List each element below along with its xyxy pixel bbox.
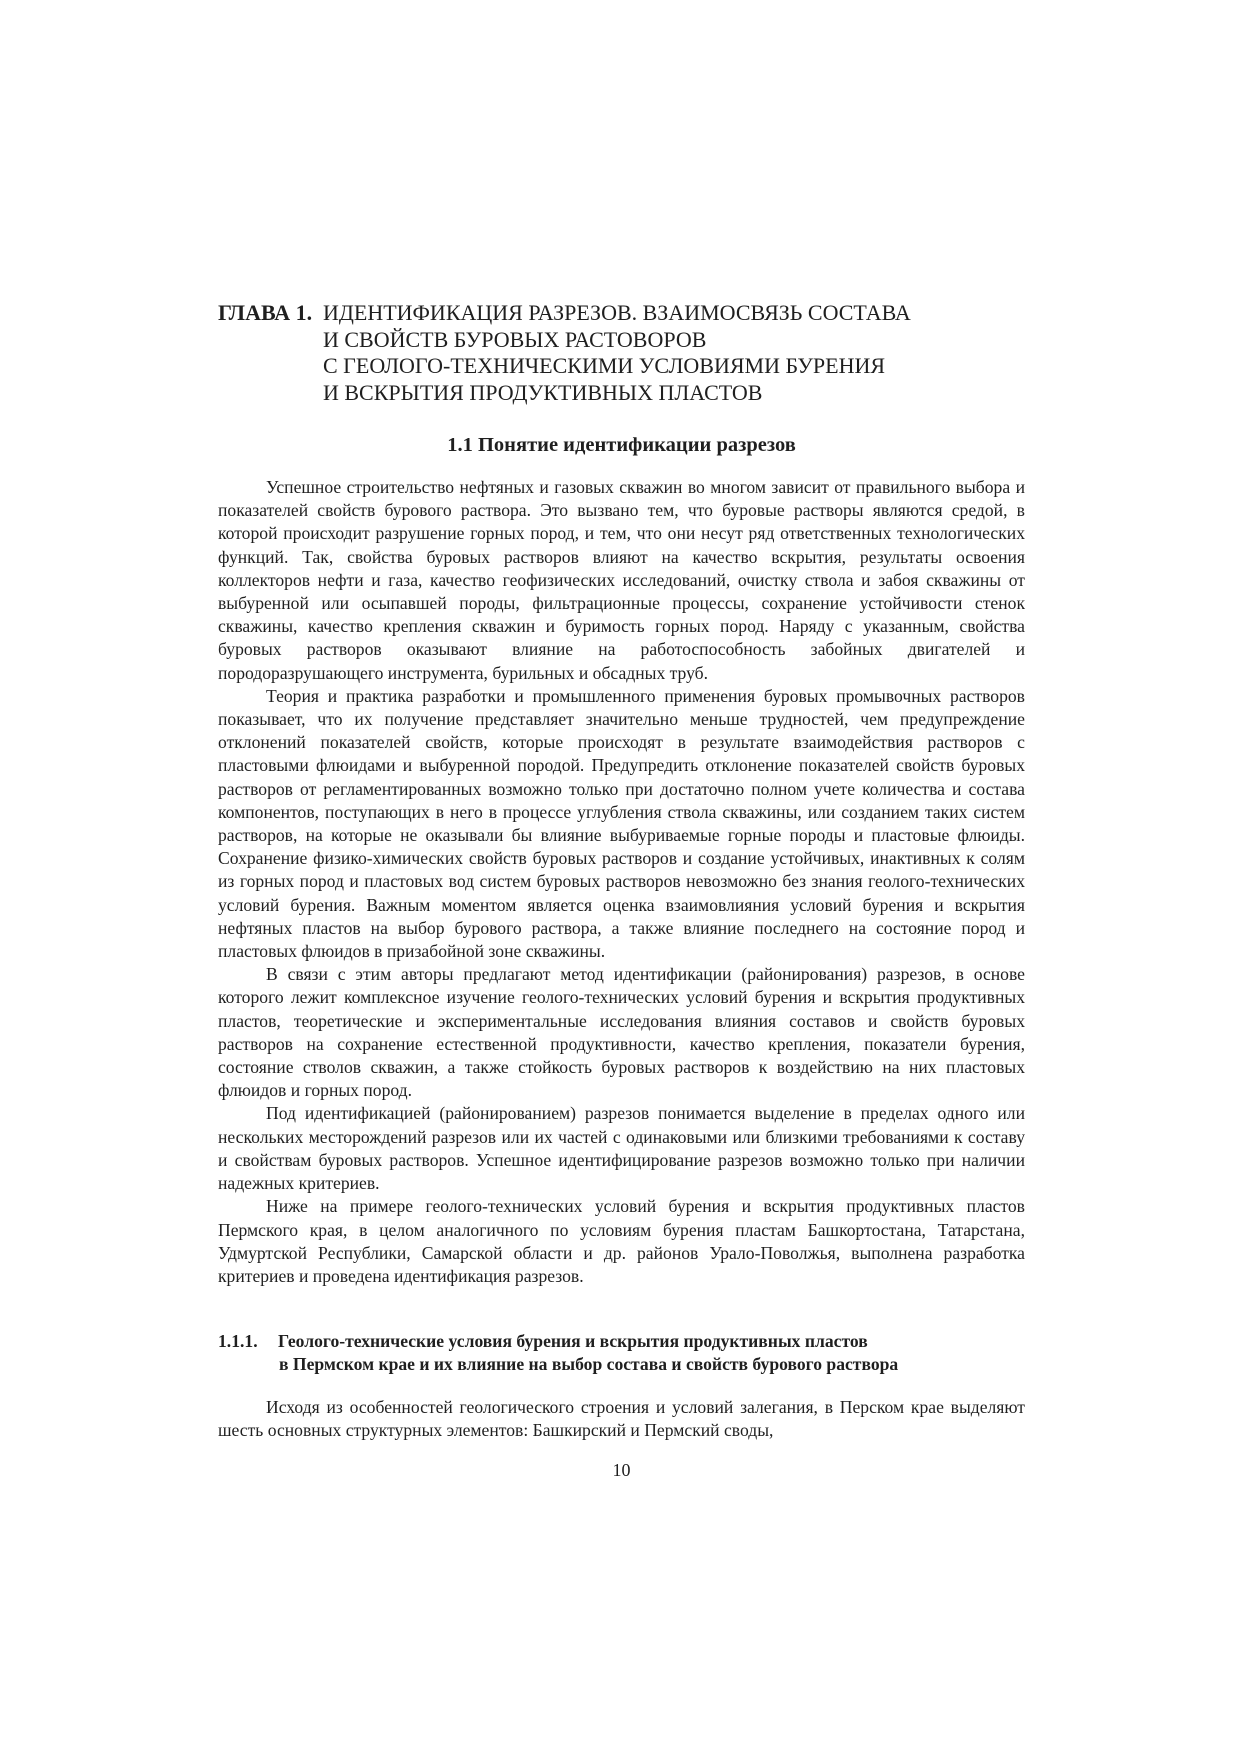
body-text-continued (218, 1396, 1025, 1442)
paragraph: Успешное строительство нефтяных и газовых скважин во многом зависит от правильного выбора и показателей свойств бурового раствора. Это вызвано тем, что буровые растворы являются средой, в которой происходит разрушение горных пород, и тем, что они несут ряд ответственных технологических функций. Так, свойства буровых растворов влияют на качество вскрытия, результаты освоения коллекторов нефти и газа, качество геофизических исследований, очистку ствола и забоя скважины от выбуренной или осыпавшей породы, фильтрационные процессы, сохранение устойчивости стенок скважины, качество крепления скважин и буримость горных пород. Наряду с указанным, свойства буровых растворов оказывают влияние на работоспособность забойных двигателей и породоразрушающего инструмента, бурильных и обсадных труб. (218, 477, 1025, 683)
paragraph: Теория и практика разработки и промышленного применения буровых промывочных растворов показывает, что их получение представляет значительно меньше трудностей, чем предупреждение отклонений показателей свойств, которые происходят в результате взаимодействия растворов с пластовыми флюидами и выбуренной породой. Предупредить отклонение показателей свойств буровых растворов от регламентированных возможно только при достаточно полном учете количества и состава компонентов, поступающих в него в процессе углубления ствола скважины, или созданием таких систем растворов, на которые не оказывали бы влияние выбуриваемые горные породы и пластовые флюиды. Сохранение физико-химических свойств буровых растворов и создание устойчивых, инактивных к солям из горных пород и пластовых вод систем буровых растворов невозможно без знания геолого-технических условий бурения. Важным моментом является оценка взаимовлияния условий бурения и вскрытия нефтяных пластов на выбор бурового раствора, а также влияние последнего на состояние пород и пластовых флюидов в призабойной зоне скважины. (218, 685, 1025, 962)
chapter-title-line: И СВОЙСТВ БУРОВЫХ РАСТОВОРОВ (323, 326, 707, 352)
chapter-title-line: И ВСКРЫТИЯ ПРОДУКТИВНЫХ ПЛАСТОВ (323, 379, 763, 405)
subsection-number: 1.1.1. (218, 1331, 258, 1351)
subsection-title-part-1: Геолого-технические условия бурения и вскрытия продуктивных пластов (278, 1331, 868, 1351)
section-title: 1.1 Понятие идентификации разрезов (447, 434, 796, 456)
subsection-title-part-2: в Пермском крае и их влияние на выбор состава и свойств бурового раствора (279, 1354, 899, 1374)
paragraph: Под идентификацией (районированием) разрезов понимается выделение в пределах одного или нескольких месторождений разрезов или их частей с одинаковыми или близкими требованиями к составу и свойствам буровых растворов. Успешное идентифицирование разрезов возможно только при наличии надежных критериев. (218, 1103, 1025, 1194)
subsection-heading (218, 1330, 1025, 1376)
chapter-title (323, 300, 1043, 406)
body-text (218, 476, 1025, 1288)
paragraph: Ниже на примере геолого-технических условий бурения и вскрытия продуктивных пластов Пермского края, в целом аналогичного по условиям бурения пластам Башкортостана, Татарстана, Удмуртской Республики, Самарской области и др. районов Урало-Поволжья, выполнена разработка критериев и проведена идентификация разрезов. (218, 1196, 1025, 1286)
page-number: 10 (612, 1460, 631, 1480)
subsection-line-1 (218, 1330, 1025, 1353)
chapter-title-line: ИДЕНТИФИКАЦИЯ РАЗРЕЗОВ. ВЗАИМОСВЯЗЬ СОСТАВА (323, 300, 911, 325)
paragraph: В связи с этим авторы предлагают метод идентификации (районирования) разрезов, в основе которого лежит комплексное изучение геолого-технических условий бурения и вскрытия продуктивных пластов, теоретические и экспериментальные исследования влияния составов и свойств буровых растворов на сохранение естественной продуктивности, качество крепления, показатели бурения, состояние стволов скважин, а также стойкость буровых растворов к воздействию на них пластовых флюидов и горных пород. (218, 964, 1025, 1101)
chapter-title-line: С ГЕОЛОГО-ТЕХНИЧЕСКИМИ УСЛОВИЯМИ БУРЕНИЯ (323, 353, 886, 378)
paragraph: Исходя из особенностей геологического строения и условий залегания, в Перском крае выделяют шесть основных структурных элементов: Башкирский и Пермский своды, (218, 1397, 1025, 1441)
chapter-label: ГЛАВА 1. (218, 300, 313, 325)
